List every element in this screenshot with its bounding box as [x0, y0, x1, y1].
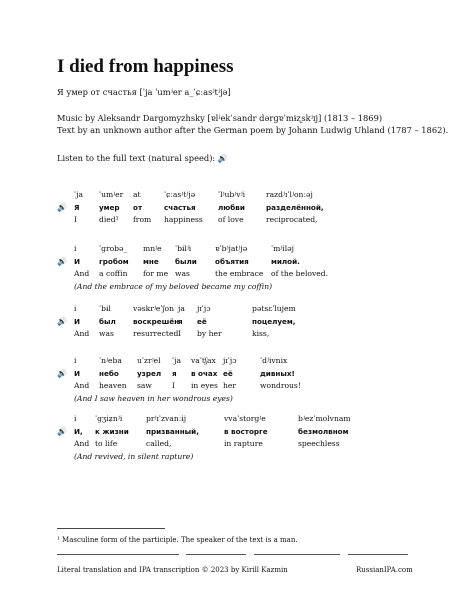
ru-word: к жизни	[95, 426, 129, 436]
ipa-word: vaˈtʃax	[191, 356, 216, 365]
footer-site-link[interactable]: RussianIPA.com	[356, 566, 413, 574]
ru-word: безмолвном	[298, 426, 349, 436]
ipa-word: uˈzrʲel	[137, 356, 161, 365]
ru-word: в очах	[191, 368, 218, 378]
en-word: wondrous!	[260, 381, 301, 390]
text-credit: Text by an unknown author after the German poem by Johann Ludwig Uhland (1787 – 1862).	[57, 125, 449, 135]
ipa-word: i	[74, 304, 77, 313]
ru-line	[57, 257, 417, 270]
ru-word: был	[99, 316, 116, 326]
ipa-word: ˈja	[172, 356, 181, 365]
ru-word: поцелуем,	[252, 316, 296, 326]
ru-word: дивных!	[260, 368, 295, 378]
en-word: from	[133, 215, 152, 224]
ru-word: от	[133, 202, 143, 212]
en-word: I	[74, 215, 77, 224]
speaker-icon[interactable]: 🔊	[57, 426, 67, 436]
ru-word: были	[175, 256, 197, 266]
en-word: in eyes	[191, 381, 218, 390]
speaker-icon[interactable]: 🔊	[57, 202, 67, 212]
ipa-word: ˈɕːasʲtʲjə	[164, 190, 196, 199]
en-line	[57, 439, 417, 452]
ipa-word: ˈɡʒiʑnʲi	[95, 414, 123, 423]
footer-rule-4	[348, 554, 408, 555]
stanza	[57, 304, 417, 342]
ipa-word: at	[133, 190, 141, 199]
en-word: And	[74, 269, 90, 278]
en-word: speechless	[298, 439, 340, 448]
ipa-word: ˈja	[74, 190, 83, 199]
speaker-icon[interactable]: 🔊	[57, 256, 67, 266]
stanza	[57, 414, 417, 461]
en-word: saw	[137, 381, 152, 390]
ru-word: милой.	[271, 256, 300, 266]
ipa-word: razdʲɪˈlʲonːəj	[266, 190, 313, 199]
ipa-line	[57, 304, 417, 317]
ipa-line	[57, 190, 417, 203]
ru-word: И,	[74, 426, 83, 436]
ru-word: в восторге	[224, 426, 268, 436]
footer-rule-1	[57, 554, 179, 555]
ipa-word: ja	[178, 304, 185, 313]
ru-word: объятия	[215, 256, 249, 266]
stanza	[57, 244, 417, 291]
en-word: died¹	[99, 215, 119, 224]
ru-word: разделённой,	[266, 202, 324, 212]
en-word: of love	[218, 215, 244, 224]
speaker-icon[interactable]: 🔊	[57, 316, 67, 326]
ru-word: любви	[218, 202, 245, 212]
footer-rule-2	[186, 554, 246, 555]
ipa-word: ˈumʲer	[99, 190, 124, 199]
en-line	[57, 329, 417, 342]
ru-word: её	[197, 316, 207, 326]
ipa-word: pətsɛˈlujem	[252, 304, 296, 313]
en-word: happiness	[164, 215, 203, 224]
en-word: of the beloved.	[271, 269, 329, 278]
ipa-word: mnʲe	[143, 244, 162, 253]
ipa-line	[57, 414, 417, 427]
ipa-word: ˈbɨl	[99, 304, 111, 313]
ru-word: умер	[99, 202, 120, 212]
ipa-line	[57, 244, 417, 257]
ipa-line	[57, 356, 417, 369]
en-line	[57, 215, 417, 228]
ru-word: призванный,	[146, 426, 199, 436]
en-word: resurrected	[133, 329, 179, 338]
speaker-icon[interactable]: 🔊	[217, 154, 228, 163]
en-line	[57, 269, 417, 282]
ru-word: воскрешён	[133, 316, 180, 326]
ru-word: Я	[74, 202, 80, 212]
en-word: the embrace	[215, 269, 264, 278]
en-word: in rapture	[224, 439, 263, 448]
ru-word: И	[74, 368, 81, 378]
ru-word: мне	[143, 256, 159, 266]
ipa-word: ˈlʲubʲvʲi	[218, 190, 246, 199]
ipa-word: i	[74, 356, 77, 365]
idiomatic-translation: (And I saw heaven in her wondrous eyes)	[74, 394, 233, 403]
en-word: by her	[197, 329, 222, 338]
ipa-word: i	[74, 414, 77, 423]
ru-line	[57, 317, 417, 330]
stanza	[57, 190, 417, 228]
idiomatic-translation: (And revived, in silent rapture)	[74, 452, 194, 461]
ru-word: я	[178, 316, 183, 326]
speaker-icon[interactable]: 🔊	[57, 368, 67, 378]
russian-title-ipa: Я умер от счастья [ˈja ˈumʲer a_ˈɕːasʲtʲjə]	[57, 87, 231, 97]
en-word: heaven	[99, 381, 127, 390]
footnote-divider	[57, 528, 165, 529]
ipa-word: vvaˈstorɡʲe	[224, 414, 266, 423]
ipa-word: vəskrʲeˈʃon	[133, 304, 175, 313]
en-word: her	[223, 381, 237, 390]
ipa-word: ˈbɨlʲi	[175, 244, 192, 253]
ru-word: небо	[99, 368, 119, 378]
en-word: called,	[146, 439, 172, 448]
ipa-word: bʲezˈmolvnam	[298, 414, 351, 423]
ru-word: её	[223, 368, 233, 378]
ru-word: я	[172, 368, 177, 378]
en-line	[57, 381, 417, 394]
ru-line	[57, 369, 417, 382]
en-word: for me	[143, 269, 169, 278]
en-word: And	[74, 439, 90, 448]
listen-full-text	[57, 153, 228, 163]
en-word: to life	[95, 439, 118, 448]
ipa-word: jɪˈjɔ	[197, 304, 211, 313]
ru-word: узрел	[137, 368, 162, 378]
en-word: I	[172, 381, 175, 390]
en-word: was	[175, 269, 190, 278]
ipa-word: jɪˈjɔ	[223, 356, 237, 365]
ipa-word: ɐˈbʲjatʲjə	[215, 244, 248, 253]
footer-rule-3	[254, 554, 340, 555]
footer-copyright: Literal translation and IPA transcription © 2023 by Kirill Kazmin	[57, 566, 288, 574]
en-word: I	[178, 329, 181, 338]
en-word: a coffin	[99, 269, 128, 278]
ru-line	[57, 427, 417, 440]
ipa-word: ˈɡrobə_	[99, 244, 128, 253]
en-word: was	[99, 329, 114, 338]
ru-word: И	[74, 316, 81, 326]
en-word: And	[74, 329, 90, 338]
ru-word: счастья	[164, 202, 196, 212]
ipa-word: ˈmʲiləj	[271, 244, 295, 253]
footnote: ¹ Masculine form of the participle. The speaker of the text is a man.	[57, 536, 298, 544]
listen-label: Listen to the full text (natural speed):	[57, 153, 216, 163]
ru-word: И	[74, 256, 81, 266]
ru-line	[57, 203, 417, 216]
ipa-word: ˈnʲeba	[99, 356, 122, 365]
ru-word: гробом	[99, 256, 129, 266]
stanza	[57, 356, 417, 403]
en-word: And	[74, 381, 90, 390]
en-word: reciprocated,	[266, 215, 318, 224]
ipa-word: i	[74, 244, 77, 253]
ipa-word: prʲɪˈzvanːɨj	[146, 414, 187, 423]
ipa-word: ˈdʲivnix	[260, 356, 288, 365]
en-word: kiss,	[252, 329, 270, 338]
music-credit: Music by Aleksandr Dargomyzhsky [ɐlʲekˈsandr dərɡɐˈmɨʐskʲɪj] (1813 – 1869)	[57, 113, 383, 123]
page-title: I died from happiness	[57, 56, 234, 77]
idiomatic-translation: (And the embrace of my beloved became my coffin)	[74, 282, 273, 291]
